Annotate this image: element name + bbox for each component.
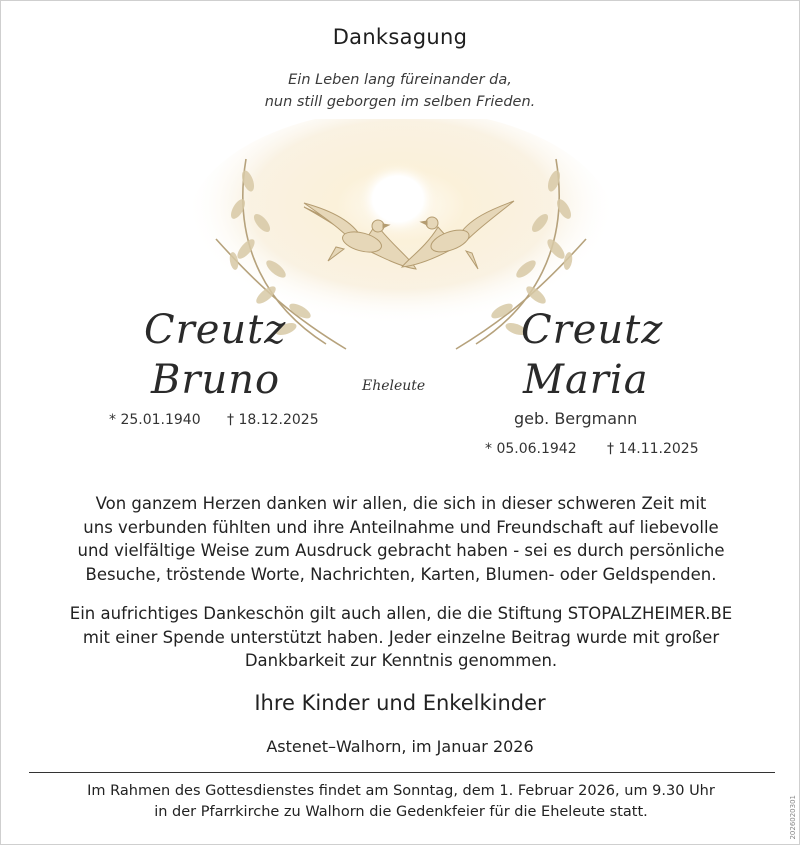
thanks-paragraph [21,492,781,586]
paragraph-line: und vielfältige Weise zum Ausdruck gebracht haben - sei es durch persönliche [77,541,725,560]
footer-note [21,781,781,823]
wife-birth-date: * 05.06.1942 [485,441,577,457]
motto-line: nun still geborgen im selben Frieden. [264,94,536,110]
spouses-label: Eheleute [362,378,426,394]
motto [1,69,799,113]
place-date: Astenet–Walhorn, im Januar 2026 [266,737,534,756]
paragraph-line: uns verbunden fühlten und ihre Anteilnahme und Freundschaft auf liebevolle [83,517,719,537]
paragraph-line: Von ganzem Herzen danken wir allen, die sich in dieser schweren Zeit mit [95,494,707,513]
husband-surname: Creutz [144,307,287,353]
side-code: 2026020301 [789,795,797,840]
paragraph-line: Ein aufrichtiges Dankeschön gilt auch allen, die die Stiftung STOPALZHEIMER.BE [69,604,733,623]
paragraph-line: Dankbarkeit zur Kenntnis genommen. [244,651,558,670]
footer-line: Im Rahmen des Gottesdienstes findet am Sonntag, dem 1. Februar 2026, um 9.30 Uhr [87,783,715,799]
donation-paragraph [21,602,781,673]
motto-line: Ein Leben lang füreinander da, [288,72,512,88]
divider [29,772,775,773]
husband-death-date: † 18.12.2025 [227,412,319,428]
wife-firstname: Maria [523,357,649,403]
signature: Ihre Kinder und Enkelkinder [254,691,546,715]
wife-surname: Creutz [521,307,664,353]
paragraph-line: Besuche, tröstende Worte, Nachrichten, Karten, Blumen- oder Geldspenden. [85,564,717,584]
paragraph-line: mit einer Spende unterstützt haben. Jeder einzelne Beitrag wurde mit großer [82,627,720,647]
husband-firstname: Bruno [151,357,281,403]
wife-death-date: † 14.11.2025 [607,441,699,457]
husband-birth-date: * 25.01.1940 [109,412,201,428]
wife-maiden-name: geb. Bergmann [514,409,638,428]
page-title: Danksagung [332,25,468,49]
footer-line: in der Pfarrkirche zu Walhorn die Gedenkfeier für die Eheleute statt. [154,804,648,820]
